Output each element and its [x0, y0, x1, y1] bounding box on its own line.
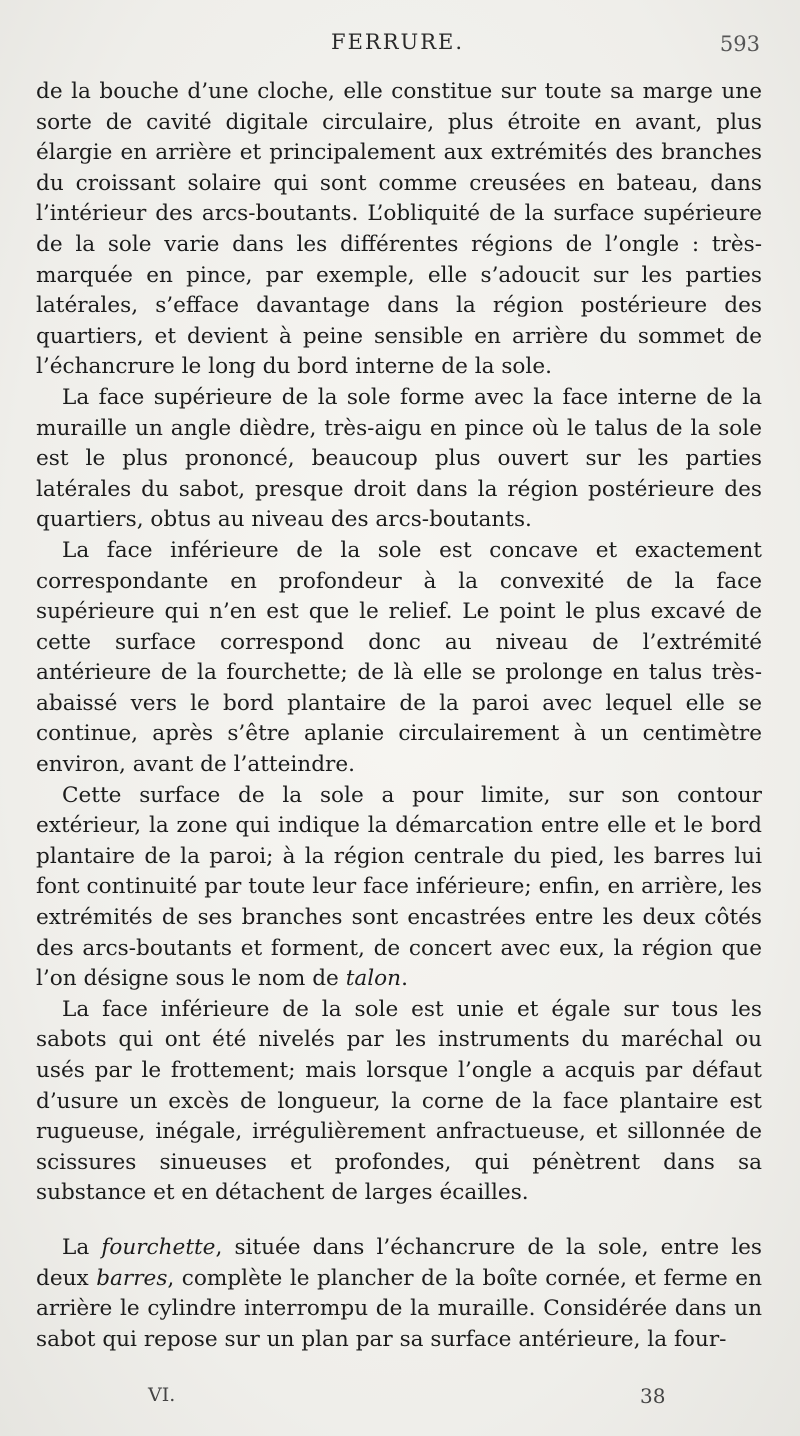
paragraph-text: . — [401, 966, 408, 992]
page-footer — [0, 1384, 800, 1414]
paragraph-inferior-face-texture: La face inférieure de la sole est unie et égale sur tous les sabots qui ont été nivelés par les instruments du maréchal ou usés par le frottement; mais lorsque l’ongle a acquis par défaut d’usure un excès de longueur, la corne de la face plantaire est rugueuse, inégale, irrégulièrement anfractueuse, et sillonnée de scissures sinueuses et profondes, qui pénètrent dans sa substance et en détachent de larges écailles. — [36, 996, 762, 1206]
paragraph-text: , située dans l’échancrure de la sole, entre les deux — [36, 1234, 762, 1291]
paragraph-text: , complète le plancher de la boîte cornée, et ferme en arrière le cylindre interrompu de la muraille. Considérée dans un sabot qui repose sur un plan par sa surface antérieure, la four- — [36, 1265, 762, 1352]
paragraph-text: La — [62, 1234, 102, 1260]
paragraph-text: Cette surface de la sole a pour limite, sur son contour extérieur, la zone qui indique la démarcation entre elle et le bord plantaire de la paroi; à la région centrale du pied, les barres lui font continuité par toute leur face inférieure; enfin, en arrière, les extrémités de ses branches sont encastrées entre les deux côtés des arcs-boutants et forment, de concert avec eux, la région que l’on désigne sous le nom de — [36, 782, 762, 992]
signature-mark: VI. — [148, 1384, 176, 1406]
page-header — [0, 30, 800, 60]
paragraph-inferior-face: La face inférieure de la sole est concave et exactement correspondante en profondeur à la convexité de la face supérieure qui n’en est que le relief. Le point le plus excavé de cette surface correspond donc au niveau de l’extrémité antérieure de la fourchette; de là elle se prolonge en talus très-abaissé vers le bord plantaire de la paroi avec lequel elle se continue, après s’être aplanie circulairement à un centimètre environ, avant de l’atteindre. — [36, 537, 762, 778]
paragraph-fourchette — [36, 1233, 762, 1355]
running-title: FERRURE. — [331, 30, 465, 54]
italic-term-fourchette: fourchette — [101, 1234, 216, 1260]
paragraph-surface-limit — [36, 781, 762, 995]
paragraph-continuation: de la bouche d’une cloche, elle constitue sur toute sa marge une sorte de cavité digitale circulaire, plus étroite en avant, plus élargie en arrière et principalement aux extrémités des branches du croissant solaire qui sont comme creusées en bateau, dans l’intérieur des arcs-boutants. L’obliquité de la surface supérieure de la sole varie dans les différentes régions de l’ongle : très-marquée en pince, par exemple, elle s’adoucit sur les parties latérales, s’efface davantage dans la région postérieure des quartiers, et devient à peine sensible en arrière du sommet de l’échancrure le long du bord interne de la sole. — [36, 79, 762, 380]
body-text — [36, 77, 762, 1355]
italic-term-talon: talon — [345, 966, 402, 992]
paragraph-superior-face: La face supérieure de la sole forme avec la face interne de la muraille un angle dièdre, très-aigu en pince où le talus de la sole est le plus prononcé, beaucoup plus ouvert sur les parties latérales du sabot, presque droit dans la région postérieure des quartiers, obtus au niveau des arcs-boutants. — [36, 384, 762, 533]
page-number: 593 — [719, 32, 760, 56]
italic-term-barres: barres — [96, 1265, 168, 1291]
sheet-number: 38 — [640, 1384, 666, 1408]
